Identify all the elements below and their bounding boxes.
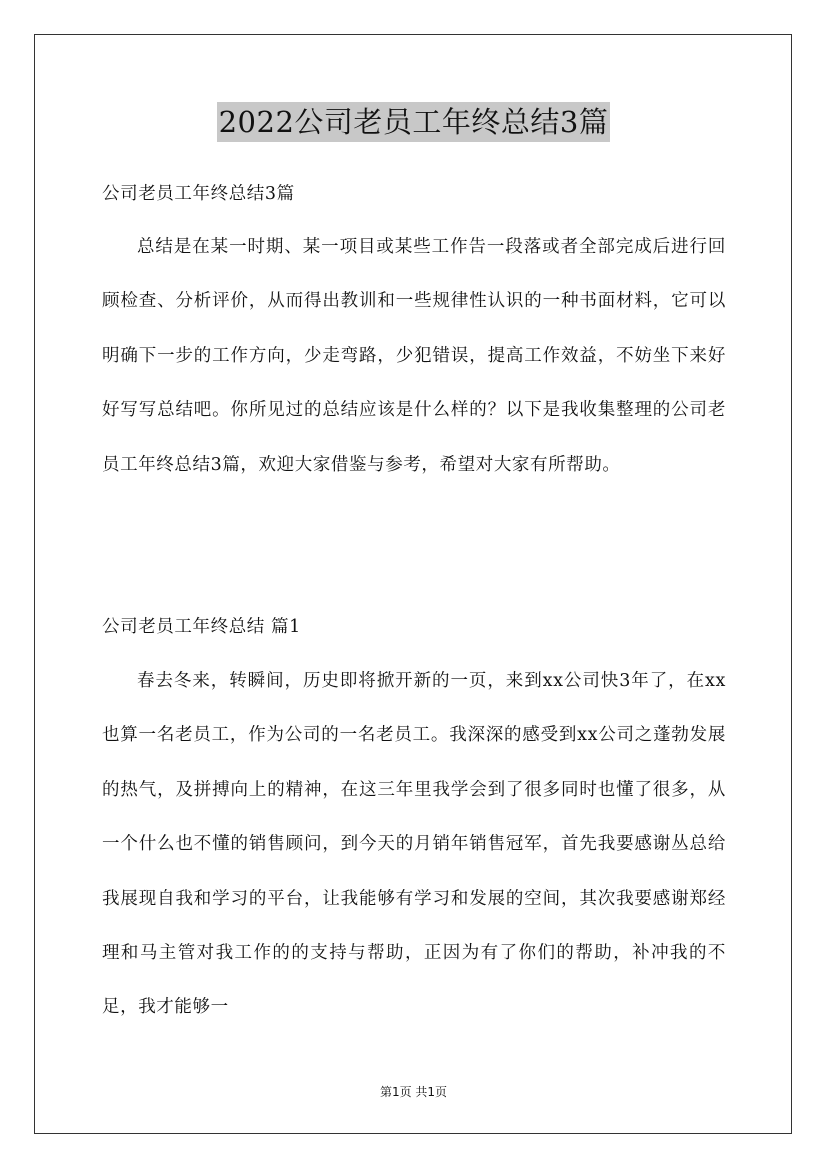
document-title bbox=[0, 102, 827, 142]
page-number-footer: 第1页 共1页 bbox=[379, 1085, 448, 1099]
intro-heading: 公司老员工年终总结3篇 bbox=[102, 184, 295, 204]
section1-paragraph: 春去冬来，转瞬间，历史即将掀开新的一页，来到xx公司快3年了，在xx也算一名老员工，作为公司的一名老员工。我深深的感受到xx公司之蓬勃发展的热气，及拼搏向上的精神，在这三年里我学会到了很多同时也懂了很多，从一个什么也不懂的销售顾问，到今天的月销年销售冠军，首先我要感谢丛总给我展现自我和学习的平台，让我能够有学习和发展的空间，其次我要感谢郑经理和马主管对我工作的的支持与帮助，正因为有了你们的帮助，补冲我的不足，我才能够一 bbox=[102, 671, 726, 1018]
intro-paragraph: 总结是在某一时期、某一项目或某些工作告一段落或者全部完成后进行回顾检查、分析评价，从而得出教训和一些规律性认识的一种书面材料，它可以明确下一步的工作方向，少走弯路，少犯错误，提高工作效益，不妨坐下来好好写写总结吧。你所见过的总结应该是什么样的？以下是我收集整理的公司老员工年终总结3篇，欢迎大家借鉴与参考，希望对大家有所帮助。 bbox=[102, 237, 726, 475]
section1-heading: 公司老员工年终总结 篇1 bbox=[102, 617, 301, 637]
document-title-text: 2022公司老员工年终总结3篇 bbox=[217, 102, 611, 142]
